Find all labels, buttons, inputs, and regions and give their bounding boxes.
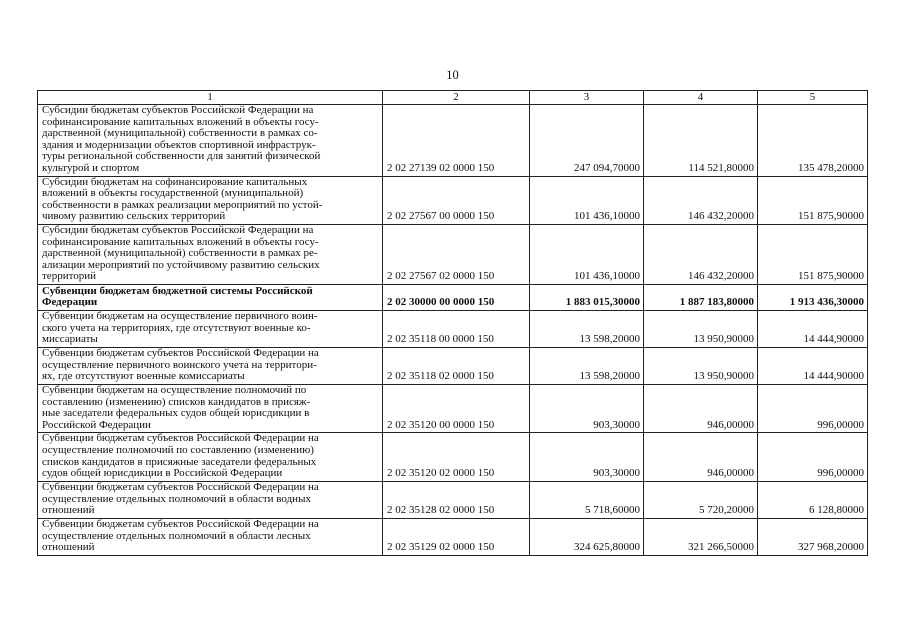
description-line: софинансирование капитальных вложений в объекты госу- [42, 235, 319, 248]
budget-code: 2 02 35128 02 0000 150 [383, 481, 530, 518]
description-line: здания и модернизации объектов спортивной инфраструк- [42, 138, 316, 151]
row-description [38, 518, 383, 555]
description-line: Субсидии бюджетам субъектов Российской Федерации на [42, 104, 314, 116]
table-row [38, 347, 868, 384]
amount-col4: 146 432,20000 [644, 176, 758, 224]
page-number: 10 [446, 68, 459, 82]
amount-col4: 946,00000 [644, 433, 758, 481]
amount-col4: 114 521,80000 [644, 105, 758, 177]
table-row [38, 433, 868, 481]
amount-col3: 324 625,80000 [530, 518, 644, 555]
budget-code: 2 02 35118 00 0000 150 [383, 310, 530, 347]
description-line: Субвенции бюджетам на осуществление первичного воин- [42, 310, 318, 323]
row-description [38, 433, 383, 481]
description-line: отношений [42, 541, 95, 554]
column-header: 4 [644, 91, 758, 105]
amount-col3: 101 436,10000 [530, 176, 644, 224]
amount-col5: 327 968,20000 [758, 518, 868, 555]
description-line: ализации мероприятий по устойчивому развитию сельских [42, 258, 320, 271]
description-line: миссариаты [42, 333, 98, 346]
description-line: софинансирование капитальных вложений в объекты госу- [42, 115, 319, 128]
description-line: отношений [42, 504, 95, 517]
table-row-total [38, 284, 868, 310]
amount-col4: 946,00000 [644, 384, 758, 432]
amount-col5: 1 913 436,30000 [758, 284, 868, 310]
amount-col4: 13 950,90000 [644, 347, 758, 384]
column-header: 1 [38, 91, 383, 105]
description-line: Субвенции бюджетам субъектов Российской Федерации на [42, 432, 319, 445]
budget-code: 2 02 27567 00 0000 150 [383, 176, 530, 224]
amount-col5: 14 444,90000 [758, 347, 868, 384]
amount-col4: 321 266,50000 [644, 518, 758, 555]
row-description [38, 347, 383, 384]
amount-col3: 5 718,60000 [530, 481, 644, 518]
description-line: Субвенции бюджетам на осуществление полномочий по [42, 384, 307, 396]
table-row [38, 176, 868, 224]
budget-table [37, 90, 868, 556]
budget-code: 2 02 30000 00 0000 150 [383, 284, 530, 310]
row-description [38, 224, 383, 284]
description-line: культурой и спортом [42, 161, 140, 174]
amount-col4: 13 950,90000 [644, 310, 758, 347]
description-line: Субвенции бюджетам субъектов Российской Федерации на [42, 518, 319, 530]
column-header: 3 [530, 91, 644, 105]
budget-code: 2 02 35118 02 0000 150 [383, 347, 530, 384]
description-line: вложений в объекты государственной (муниципальной) [42, 187, 304, 200]
description-line: Российской Федерации [42, 418, 151, 431]
description-line: ского учета на территориях, где отсутствуют военные ко- [42, 321, 311, 334]
amount-col3: 13 598,20000 [530, 310, 644, 347]
description-line: чивому развитию сельских территорий [42, 210, 226, 223]
description-line: территорий [42, 270, 97, 283]
row-description [38, 384, 383, 432]
description-line: Субвенции бюджетам бюджетной системы Российской [42, 284, 313, 297]
budget-code: 2 02 35129 02 0000 150 [383, 518, 530, 555]
budget-code: 2 02 35120 00 0000 150 [383, 384, 530, 432]
description-line: осуществление отдельных полномочий в области лесных [42, 529, 311, 542]
table-row [38, 518, 868, 555]
amount-col5: 6 128,80000 [758, 481, 868, 518]
budget-code: 2 02 35120 02 0000 150 [383, 433, 530, 481]
description-line: ные заседатели федеральных судов общей юрисдикции в [42, 407, 310, 420]
amount-col3: 903,30000 [530, 433, 644, 481]
table-header-row [38, 91, 868, 105]
table-row [38, 384, 868, 432]
description-line: Федерации [42, 296, 98, 309]
description-line: Субвенции бюджетам субъектов Российской Федерации на [42, 347, 319, 360]
amount-col5: 996,00000 [758, 384, 868, 432]
description-line: осуществление полномочий по составлению (изменению) [42, 443, 314, 456]
description-line: туры региональной собственности для занятий физической [42, 150, 321, 163]
column-header: 5 [758, 91, 868, 105]
column-header: 2 [383, 91, 530, 105]
description-line: дарственной (муниципальной) собственности в рамках со- [42, 127, 318, 140]
budget-code: 2 02 27139 02 0000 150 [383, 105, 530, 177]
description-line: осуществление первичного воинского учета на территори- [42, 358, 317, 371]
budget-code: 2 02 27567 02 0000 150 [383, 224, 530, 284]
description-line: списков кандидатов в присяжные заседатели федеральных [42, 455, 317, 468]
row-description [38, 481, 383, 518]
amount-col3: 247 094,70000 [530, 105, 644, 177]
table-row [38, 105, 868, 177]
amount-col3: 903,30000 [530, 384, 644, 432]
description-line: Субвенции бюджетам субъектов Российской Федерации на [42, 481, 319, 493]
description-line: составлению (изменению) списков кандидатов в присяж- [42, 395, 311, 408]
description-line: Субсидии бюджетам субъектов Российской Федерации на [42, 224, 314, 236]
amount-col3: 13 598,20000 [530, 347, 644, 384]
amount-col4: 5 720,20000 [644, 481, 758, 518]
description-line: ях, где отсутствуют военные комиссариаты [42, 370, 245, 383]
description-line: осуществление отдельных полномочий в области водных [42, 492, 311, 505]
description-line: Субсидии бюджетам на софинансирование капитальных [42, 176, 308, 188]
amount-col5: 151 875,90000 [758, 176, 868, 224]
description-line: судов общей юрисдикции в Российской Федерации [42, 467, 283, 480]
amount-col5: 14 444,90000 [758, 310, 868, 347]
amount-col4: 146 432,20000 [644, 224, 758, 284]
amount-col4: 1 887 183,80000 [644, 284, 758, 310]
row-description [38, 310, 383, 347]
amount-col3: 1 883 015,30000 [530, 284, 644, 310]
description-line: собственности в рамках реализации мероприятий по устой- [42, 198, 323, 211]
row-description [38, 284, 383, 310]
row-description [38, 105, 383, 177]
row-description [38, 176, 383, 224]
description-line: дарственной (муниципальной) собственности в рамках ре- [42, 247, 318, 260]
table-row [38, 224, 868, 284]
table-row [38, 481, 868, 518]
amount-col3: 101 436,10000 [530, 224, 644, 284]
amount-col5: 996,00000 [758, 433, 868, 481]
amount-col5: 151 875,90000 [758, 224, 868, 284]
table-row [38, 310, 868, 347]
amount-col5: 135 478,20000 [758, 105, 868, 177]
